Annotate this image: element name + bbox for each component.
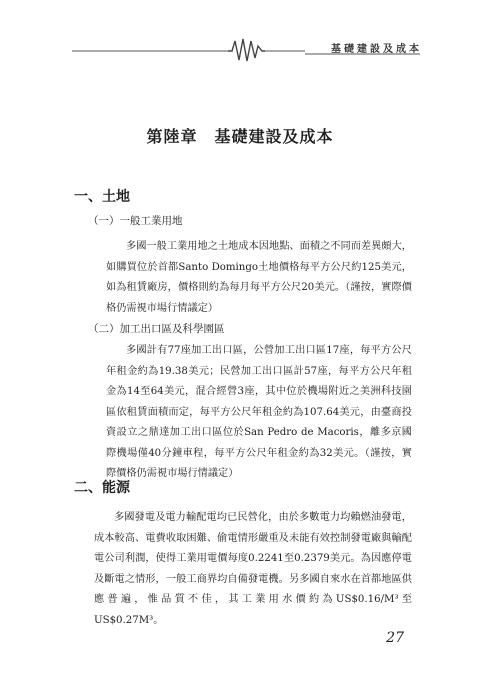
page-number: 27 [386, 630, 404, 646]
subsection-heading-export-zones: （二）加工出口區及科學園區 [88, 323, 225, 335]
paragraph-energy: 多國發電及電力輸配電均已民營化，由於多數電力均賴燃油發電，成本較高、電費收取困難、偷電情形嚴重及未能有效控制發電廠與輸配電公司利潤，使得工業用電價每度0.2241至0.2379美元。為因應停電及斷電之情形，一般工商界均自備發電機。另多國自來水在首都地區供應普遍，惟品質不佳，其工業用水價約為US$0.16/M³至US$0.27M³。 [94, 512, 412, 626]
header-title: 基礎建設及成本 [331, 44, 422, 55]
section-heading-energy: 二、能源 [74, 480, 130, 496]
paragraph-industrial-land: 多國一般工業用地之土地成本因地點、面積之不同而差異頗大，如購買位於首都Santo Domingo土地價格每平方公尺約125美元，如為租賃廠房，價格則約為每月每平方公尺20美元。（謹按，實際價格仍需視市場行情議定） [106, 241, 412, 314]
section-heading-land: 一、土地 [74, 189, 130, 205]
paragraph-export-zones: 多國計有77座加工出口區，公營加工出口區17座，每平方公尺年租金約為19.38美元；民營加工出口區計57座，每平方公尺年租金為14至64美元，混合經營3座，其中位於機場附近之美洲科技園區依租賃面積而定，每平方公尺年租金約為107.64美元，由臺商投資設立之鼎達加工出口區位於San Pedro de Macoris，離多京國際機場僅40分鐘車程，每平方公尺年租金約為32美元。（謹按，實際價格仍需視市場行情議定） [106, 345, 412, 479]
running-header [0, 0, 480, 70]
subsection-heading-industrial-land: （一）一般工業用地 [88, 215, 183, 227]
header-rule-wave-icon [0, 0, 480, 70]
chapter-title: 第陸章 基礎建設及成本 [146, 127, 334, 146]
